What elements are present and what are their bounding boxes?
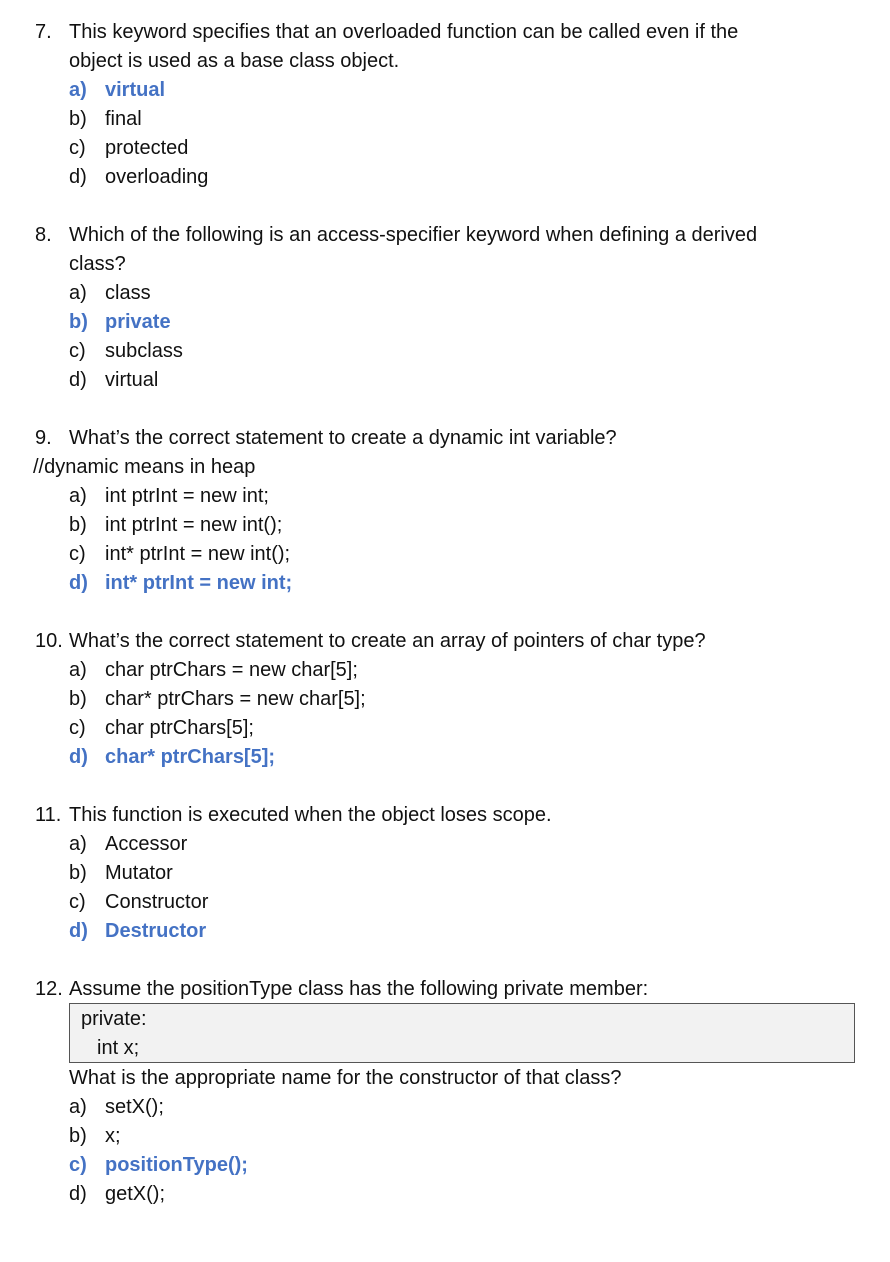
option-letter: c) — [69, 1154, 87, 1176]
question-number: 10. — [35, 630, 63, 652]
question-number: 7. — [35, 21, 52, 43]
question-number: 8. — [35, 224, 52, 246]
question-stem-line: This function is executed when the object loses scope. — [69, 804, 552, 826]
option-letter: b) — [69, 1125, 87, 1147]
option-letter: d) — [69, 1183, 87, 1205]
option-text: virtual — [105, 79, 166, 101]
option-text: char ptrChars[5]; — [105, 717, 254, 739]
option-letter: d) — [69, 572, 88, 594]
question-stem-line: Which of the following is an access-specifier keyword when defining a derived — [69, 224, 758, 246]
option-letter: b) — [69, 108, 87, 130]
code-line: private: — [81, 1008, 147, 1030]
option-text: Constructor — [105, 891, 209, 913]
option-letter: c) — [69, 137, 86, 159]
question-stem-line: Assume the positionType class has the following private member: — [69, 975, 703, 1005]
option-text: getX(); — [105, 1183, 166, 1205]
option-text: protected — [105, 137, 189, 159]
option-letter: d) — [69, 369, 87, 391]
option-text: int* ptrInt = new int(); — [105, 543, 291, 565]
option-letter: a) — [69, 833, 87, 855]
option-letter: c) — [69, 340, 86, 362]
option-text: int ptrInt = new int; — [105, 485, 269, 507]
option-text: int* ptrInt = new int; — [105, 572, 293, 594]
option-letter: a) — [69, 282, 87, 304]
option-letter: d) — [69, 746, 88, 768]
option-letter: c) — [69, 891, 86, 913]
option-letter: b) — [69, 514, 87, 536]
option-letter: b) — [69, 862, 87, 884]
question-followup: What is the appropriate name for the constructor of that class? — [69, 1067, 622, 1089]
option-text: char* ptrChars[5]; — [105, 746, 276, 768]
question-stem-line: This keyword specifies that an overloaded function can be called even if the — [69, 21, 739, 43]
option-letter: a) — [69, 79, 87, 101]
option-letter: c) — [69, 717, 86, 739]
question-stem-line: object is used as a base class object. — [69, 50, 400, 72]
option-letter: a) — [69, 485, 87, 507]
question-stem-line: class? — [69, 253, 126, 275]
option-letter: b) — [69, 688, 87, 710]
option-letter: a) — [69, 1096, 87, 1118]
option-text: char* ptrChars = new char[5]; — [105, 688, 366, 710]
question-number: 11. — [35, 804, 62, 826]
option-text: Mutator — [105, 862, 173, 884]
option-text: char ptrChars = new char[5]; — [105, 659, 358, 681]
option-text: overloading — [105, 166, 209, 188]
question-stem-line: What’s the correct statement to create a dynamic int variable? — [69, 427, 617, 449]
option-text: subclass — [105, 340, 183, 362]
option-text: x; — [105, 1125, 121, 1147]
option-text: int ptrInt = new int(); — [105, 514, 283, 536]
option-letter: c) — [69, 543, 86, 565]
option-letter: b) — [69, 311, 88, 333]
question-stem-line: What’s the correct statement to create an array of pointers of char type? — [69, 630, 706, 652]
option-text: setX(); — [105, 1096, 164, 1118]
code-comment: //dynamic means in heap — [33, 456, 256, 478]
question-number: 12. — [35, 978, 63, 1000]
option-text: Accessor — [105, 833, 188, 855]
option-text: virtual — [105, 369, 159, 391]
option-letter: a) — [69, 659, 87, 681]
option-text: positionType(); — [105, 1154, 248, 1176]
code-line: int x; — [97, 1037, 140, 1059]
option-text: Destructor — [105, 920, 207, 942]
option-letter: d) — [69, 166, 87, 188]
option-text: private — [105, 311, 171, 333]
option-letter: d) — [69, 920, 88, 942]
option-text: final — [105, 108, 142, 130]
option-text: class — [105, 282, 151, 304]
question-number: 9. — [35, 427, 52, 449]
code-block — [69, 1003, 855, 1063]
